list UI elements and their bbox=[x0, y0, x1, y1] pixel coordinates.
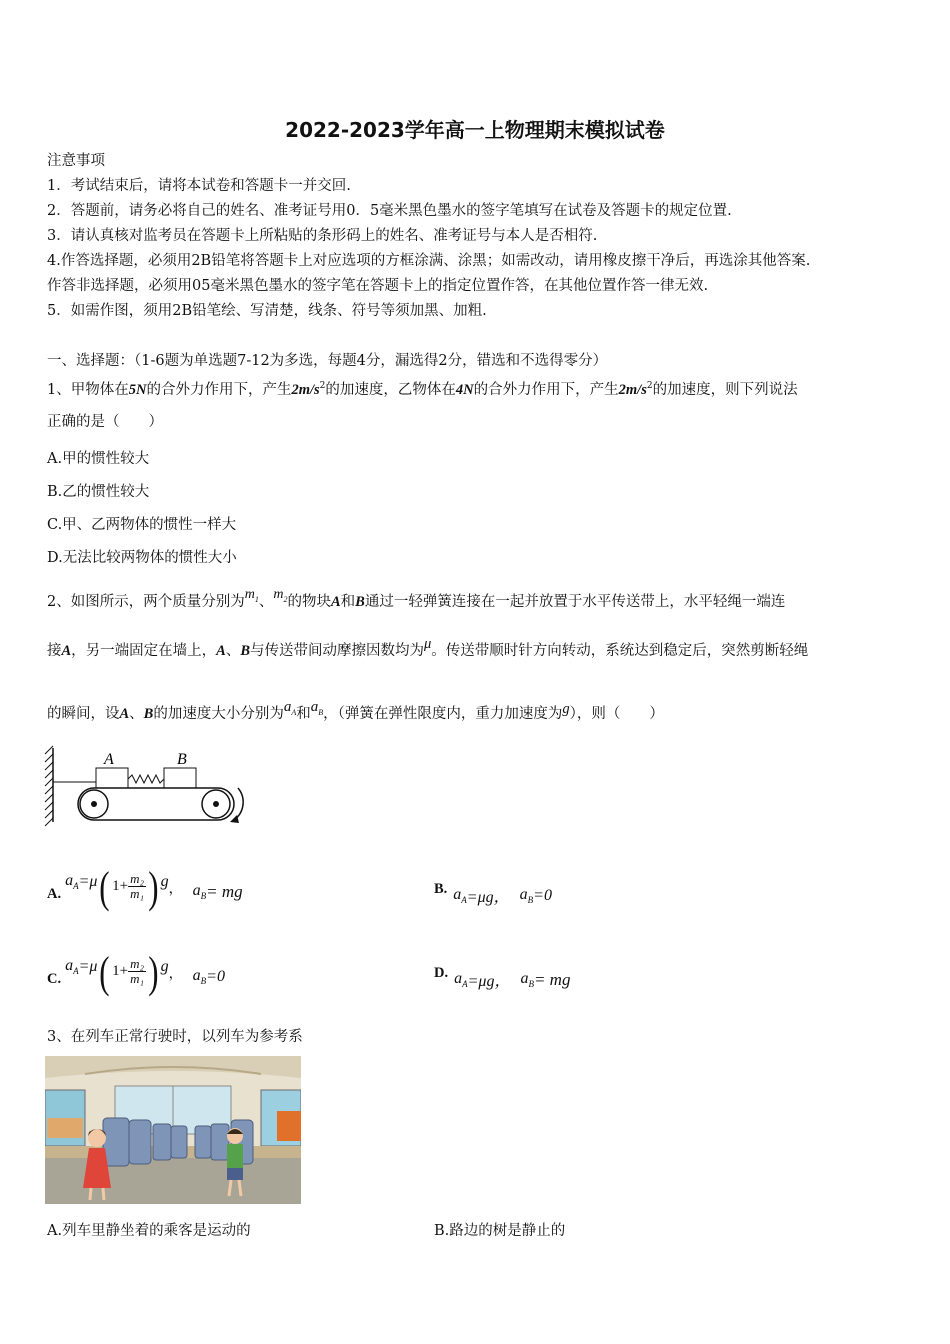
q3-option-b: B.路边的树是静止的 bbox=[434, 1223, 566, 1239]
block-b bbox=[164, 768, 196, 788]
conveyor-diagram bbox=[40, 742, 260, 828]
wall bbox=[45, 746, 53, 826]
notice-item-1: 1．考试结束后，请将本试卷和答题卡一并交回. bbox=[47, 178, 351, 194]
q1-option-d: D.无法比较两物体的惯性大小 bbox=[47, 550, 237, 566]
label-b: B bbox=[177, 751, 187, 768]
notice-item-4b: 作答非选择题，必须用05毫米黑色墨水的签字笔在答题卡上的指定位置作答，在其他位置作答一律无效. bbox=[47, 278, 709, 294]
q1-option-a: A.甲的惯性较大 bbox=[47, 451, 150, 467]
notice-item-4: 4.作答选择题，必须用2B铅笔将答题卡上对应选项的方框涂满、涂黑；如需改动，请用橡皮擦干净后，再选涂其他答案. bbox=[47, 253, 811, 269]
train-interior-illustration bbox=[45, 1056, 301, 1204]
rotation-arrow-icon bbox=[230, 788, 243, 823]
q2-option-d: D. $a_A$ =μg， $a_B$ = mg bbox=[434, 965, 571, 990]
q1-option-c: C.甲、乙两物体的惯性一样大 bbox=[47, 517, 237, 533]
page-title: 2022-2023学年高一上物理期末模拟试卷 bbox=[285, 118, 665, 142]
notice-item-2: 2．答题前，请务必将自己的姓名、准考证号用0．5毫米黑色墨水的签字笔填写在试卷及答题卡的规定位置. bbox=[47, 203, 732, 219]
notice-item-3: 3．请认真核对监考员在答题卡上所粘贴的条形码上的姓名、准考证号与本人是否相符. bbox=[47, 228, 598, 244]
section-heading: 一、选择题：（1-6题为单选题7-12为多选，每题4分，漏选得2分，错选和不选得零分） bbox=[47, 353, 608, 369]
spring bbox=[128, 775, 164, 783]
notice-item-5: 5．如需作图，须用2B铅笔绘、写清楚，线条、符号等须加黑、加粗. bbox=[47, 303, 487, 319]
q2-stem-line2: 接A，另一端固定在墙上，A、B与传送带间动摩擦因数均为μ。传送带顺时针方向转动，系统达到稳定后，突然剪断轻绳 bbox=[47, 636, 809, 659]
q2-stem-line3: 的瞬间，设A、B的加速度大小分别为$a_A$和$a_B$，（弹簧在弹性限度内，重力加速度为g），则（ ） bbox=[47, 699, 664, 722]
q1-stem-line1: 1、甲物体在5N的合外力作用下，产生$2m/s^2$的加速度，乙物体在4N的合外力作用下，产生$2m/s^2$的加速度，则下列说法 bbox=[47, 381, 798, 398]
q2-option-a: A. $a_A$ =μ ( 1+ $\frac{\text{m₂}}{\text{m₁}}$ ) g ， $a_B$ = mg bbox=[47, 863, 243, 912]
q1-option-b: B.乙的惯性较大 bbox=[47, 484, 150, 500]
block-a bbox=[96, 768, 128, 788]
q1-force-1: 5N bbox=[128, 381, 147, 398]
q3-option-a: A.列车里静坐着的乘客是运动的 bbox=[47, 1223, 251, 1239]
q2-stem-line1: 2、如图所示，两个质量分别为$m_1$、$m_2$的物块A和B通过一轻弹簧连接在一起并放置于水平传送带上，水平轻绳一端连 bbox=[47, 587, 786, 610]
q3-stem: 3、在列车正常行驶时，以列车为参考系 bbox=[47, 1029, 303, 1045]
q2-option-b: B. $a_A$ =μg， $a_B$ =0 bbox=[434, 881, 552, 906]
notice-heading: 注意事项 bbox=[47, 153, 105, 169]
label-a: A bbox=[104, 751, 114, 768]
conveyor-belt bbox=[78, 788, 234, 820]
q2-option-c: C. $a_A$ =μ ( 1+ $\frac{\text{m₂}}{\text{m₁}}$ ) g ， $a_B$ =0 bbox=[47, 948, 225, 997]
q1-stem-line2: 正确的是（ ） bbox=[47, 414, 163, 430]
